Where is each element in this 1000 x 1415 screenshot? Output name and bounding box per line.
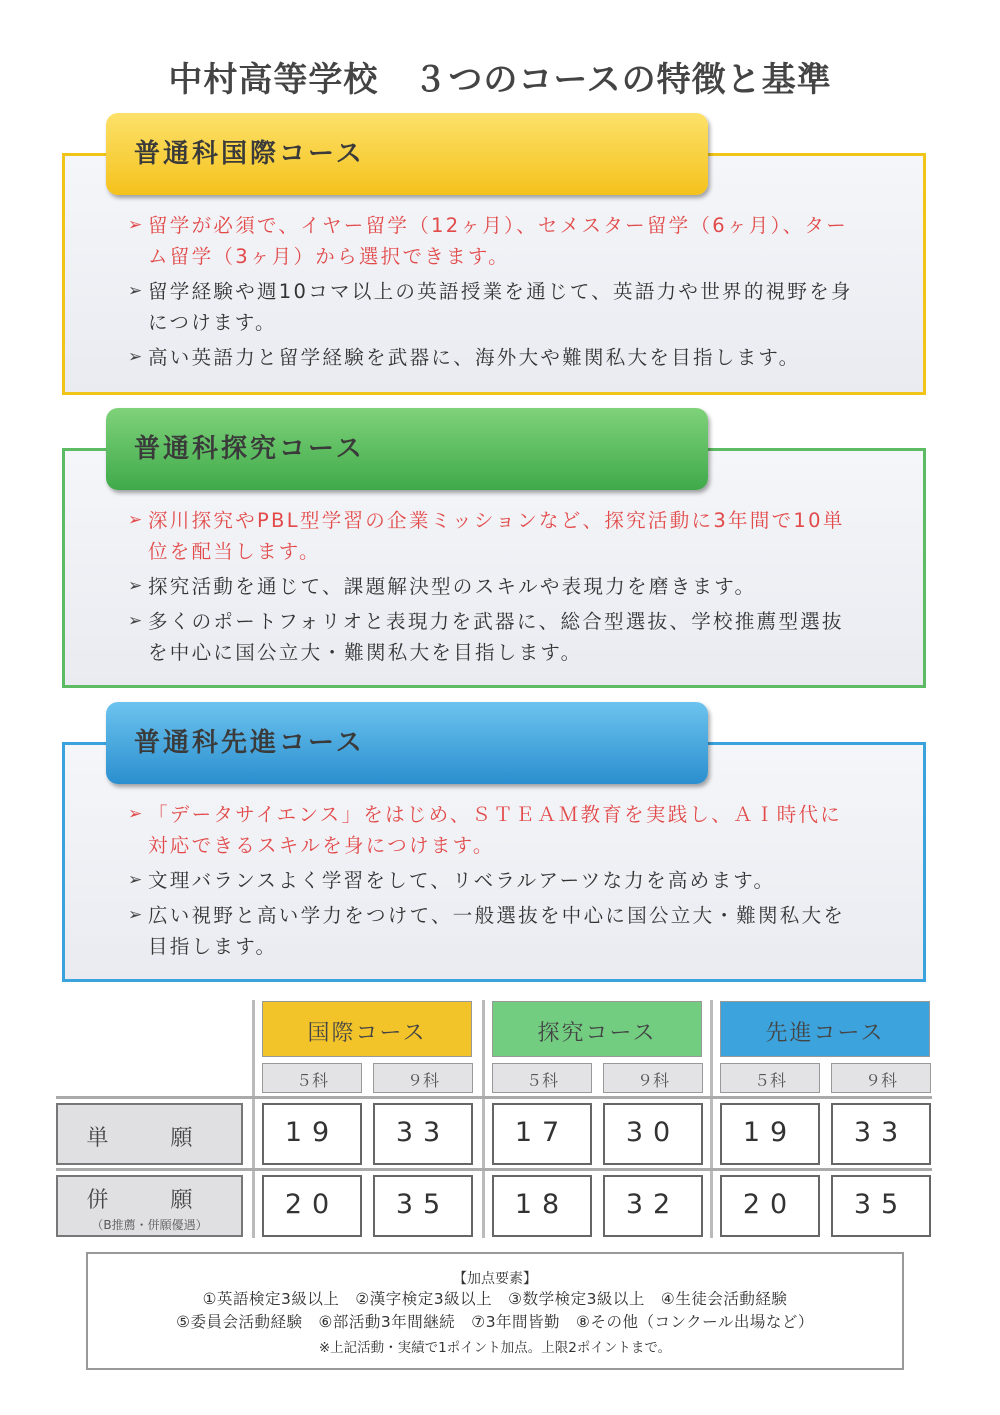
bonus-note: ※上記活動・実績で1ポイント加点。上限2ポイントまで。 — [318, 1340, 672, 1356]
list-item: ➢ 深川探究やPBL型学習の企業ミッションなど、探究活動に3年間で10単位を配当します。 — [128, 505, 858, 567]
advanced-course-heading: 普通科先進コース — [106, 702, 708, 784]
bonus-title: 【加点要素】 — [453, 1271, 537, 1287]
table-divider — [482, 1000, 485, 1238]
table-divider — [710, 1000, 713, 1238]
inquiry-course-heading: 普通科探究コース — [106, 408, 708, 490]
table-cell: 32 — [603, 1175, 703, 1237]
sub-header-5: ５科 — [262, 1063, 362, 1093]
row-label-combined — [56, 1175, 243, 1237]
inquiry-course-bullets — [128, 505, 858, 672]
list-item: ➢ 探究活動を通じて、課題解決型のスキルや表現力を磨きます。 — [128, 571, 858, 602]
row-label-note: （B推薦・併願優遇） — [91, 1218, 208, 1232]
list-item: ➢ 広い視野と高い学力をつけて、一般選抜を中心に国公立大・難関私大を目指します。 — [128, 900, 858, 962]
table-cell: 35 — [373, 1175, 473, 1237]
table-cell: 19 — [262, 1103, 362, 1165]
col-header-advanced: 先進コース — [720, 1001, 930, 1057]
list-item: ➢ 文理バランスよく学習をして、リベラルアーツな力を高めます。 — [128, 865, 858, 896]
table-cell: 30 — [603, 1103, 703, 1165]
table-divider — [252, 1000, 255, 1238]
intl-course-bullets — [128, 210, 858, 377]
sub-header-5: ５科 — [720, 1063, 820, 1093]
sub-header-9: ９科 — [603, 1063, 703, 1093]
row-label-text: 単 願 — [86, 1126, 213, 1151]
table-cell: 20 — [262, 1175, 362, 1237]
list-item: ➢ 高い英語力と留学経験を武器に、海外大や難関私大を目指します。 — [128, 342, 858, 373]
table-divider — [56, 1168, 932, 1171]
bonus-line: ①英語検定3級以上 ②漢字検定3級以上 ③数学検定3級以上 ④生徒会活動経験 — [202, 1290, 788, 1308]
col-header-intl: 国際コース — [262, 1001, 472, 1057]
bonus-line: ⑤委員会活動経験 ⑥部活動3年間継続 ⑦3年間皆勤 ⑧その他（コンクール出場など） — [176, 1313, 814, 1331]
bonus-points-box — [86, 1252, 904, 1370]
advanced-course-bullets — [128, 799, 858, 966]
sub-header-5: ５科 — [492, 1063, 592, 1093]
table-cell: 35 — [831, 1175, 931, 1237]
table-divider — [56, 1096, 932, 1099]
sub-header-9: ９科 — [831, 1063, 931, 1093]
table-cell: 17 — [492, 1103, 592, 1165]
col-header-inquiry: 探究コース — [492, 1001, 702, 1057]
list-item: ➢ 留学が必須で、イヤー留学（12ヶ月）、セメスター留学（6ヶ月）、ターム留学（3ヶ月）から選択できます。 — [128, 210, 858, 272]
row-label-single — [56, 1103, 243, 1165]
list-item: ➢ 多くのポートフォリオと表現力を武器に、総合型選抜、学校推薦型選抜を中心に国公立大・難関私大を目指します。 — [128, 606, 858, 668]
intl-course-heading: 普通科国際コース — [106, 113, 708, 195]
page-title: 中村高等学校 ３つのコースの特徴と基準 — [168, 60, 832, 100]
list-item: ➢ 留学経験や週10コマ以上の英語授業を通じて、英語力や世界的視野を身につけます。 — [128, 276, 858, 338]
list-item: ➢ 「データサイエンス」をはじめ、ＳＴＥＡＭ教育を実践し、ＡＩ時代に対応できるスキルを身につけます。 — [128, 799, 858, 861]
table-cell: 18 — [492, 1175, 592, 1237]
row-label-text: 併 願 — [86, 1188, 213, 1213]
table-cell: 33 — [373, 1103, 473, 1165]
sub-header-9: ９科 — [373, 1063, 473, 1093]
table-cell: 20 — [720, 1175, 820, 1237]
table-cell: 33 — [831, 1103, 931, 1165]
table-cell: 19 — [720, 1103, 820, 1165]
